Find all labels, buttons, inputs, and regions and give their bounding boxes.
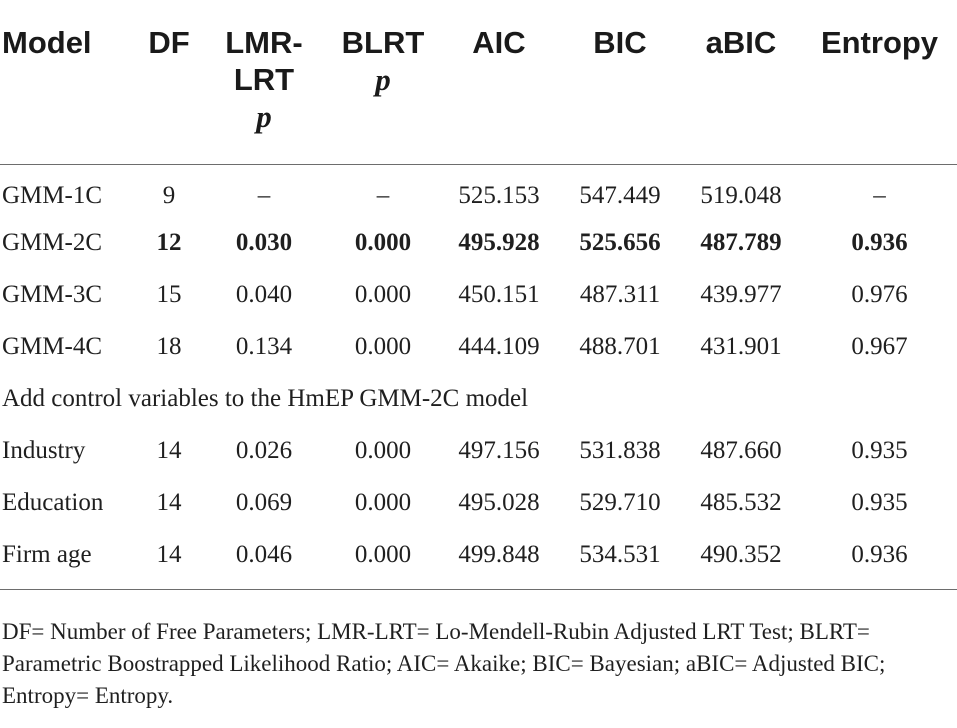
cell-entropy: 0.935 [851,488,908,516]
table-row [0,269,957,321]
cell-bic: 487.311 [579,280,661,308]
cell-bic: 525.656 [579,228,661,256]
cell-model: Industry [2,436,86,464]
table-row [0,529,957,590]
cell-entropy: – [873,181,886,209]
header-lmr-p: p [256,99,272,134]
header-lmr-line1: LMR- [225,25,303,60]
cell-abic: 487.660 [700,436,782,464]
section-row [0,373,957,425]
header-lmr-line2: LRT [233,62,295,97]
header-model: Model [0,0,138,164]
section-label: Add control variables to the HmEP GMM-2C model [2,384,529,412]
cell-model: Education [2,488,104,516]
cell-df: 12 [156,228,182,256]
table-row [0,321,957,373]
table-row [0,164,957,217]
table-footnote: DF= Number of Free Parameters; LMR-LRT= Lo-Mendell-Rubin Adjusted LRT Test; BLRT= Parametric Boostrapped Likelihood Ratio; AIC= Akaike; BIC= Bayesian; aBIC= Adjusted BIC; Entropy= Entropy. [2,619,886,708]
cell-abic: 490.352 [680,529,802,590]
cell-bic: 531.838 [579,436,661,464]
cell-entropy: 0.936 [851,228,908,256]
header-bic: BIC [560,0,680,164]
cell-entropy: 0.935 [851,436,908,464]
cell-blrt: 0.000 [354,332,412,360]
cell-df: 15 [156,280,182,308]
cell-blrt: 0.000 [328,529,438,590]
header-blrt [328,0,438,164]
cell-lmr: – [257,181,271,209]
cell-entropy: 0.967 [851,332,908,360]
table-row [0,477,957,529]
cell-blrt: 0.000 [354,436,412,464]
cell-bic: 488.701 [579,332,661,360]
table-row [0,425,957,477]
cell-blrt: 0.000 [354,488,412,516]
cell-aic: 495.028 [458,488,540,516]
cell-abic: 487.789 [700,228,782,256]
header-blrt-line1: BLRT [341,25,425,60]
cell-model: GMM-1C [2,181,103,209]
cell-aic: 497.156 [458,436,540,464]
cell-abic: 485.532 [700,488,782,516]
cell-model: GMM-4C [2,332,103,360]
header-entropy: Entropy [802,0,957,164]
cell-df: 18 [156,332,182,360]
table-row-selected-model [0,217,957,269]
cell-df: 14 [156,488,182,516]
cell-bic: 534.531 [560,529,680,590]
header-abic: aBIC [680,0,802,164]
header-lmr-lrt [200,0,328,164]
cell-blrt: 0.000 [354,228,412,256]
header-df: DF [138,0,200,164]
cell-df: 14 [156,436,182,464]
cell-entropy: 0.976 [851,280,908,308]
cell-aic: 444.109 [458,332,540,360]
cell-aic: 495.928 [458,228,540,256]
header-aic: AIC [438,0,560,164]
cell-model: GMM-3C [2,280,103,308]
cell-blrt: – [376,181,390,209]
cell-model: Firm age [0,529,138,590]
cell-aic: 525.153 [458,181,540,209]
cell-lmr: 0.046 [200,529,328,590]
cell-df: 14 [138,529,200,590]
cell-blrt: 0.000 [354,280,412,308]
cell-entropy: 0.936 [802,529,957,590]
cell-abic: 431.901 [700,332,782,360]
cell-lmr: 0.040 [235,280,293,308]
table-header-row [0,0,957,164]
cell-abic: 439.977 [700,280,782,308]
cell-bic: 529.710 [579,488,661,516]
header-blrt-p: p [375,62,391,97]
cell-bic: 547.449 [579,181,661,209]
cell-aic: 450.151 [458,280,540,308]
cell-abic: 519.048 [700,181,782,209]
cell-lmr: 0.134 [235,332,293,360]
cell-lmr: 0.030 [235,228,293,256]
cell-lmr: 0.026 [235,436,293,464]
cell-aic: 499.848 [438,529,560,590]
cell-df: 9 [162,181,176,209]
cell-model: GMM-2C [2,228,103,256]
cell-lmr: 0.069 [235,488,293,516]
